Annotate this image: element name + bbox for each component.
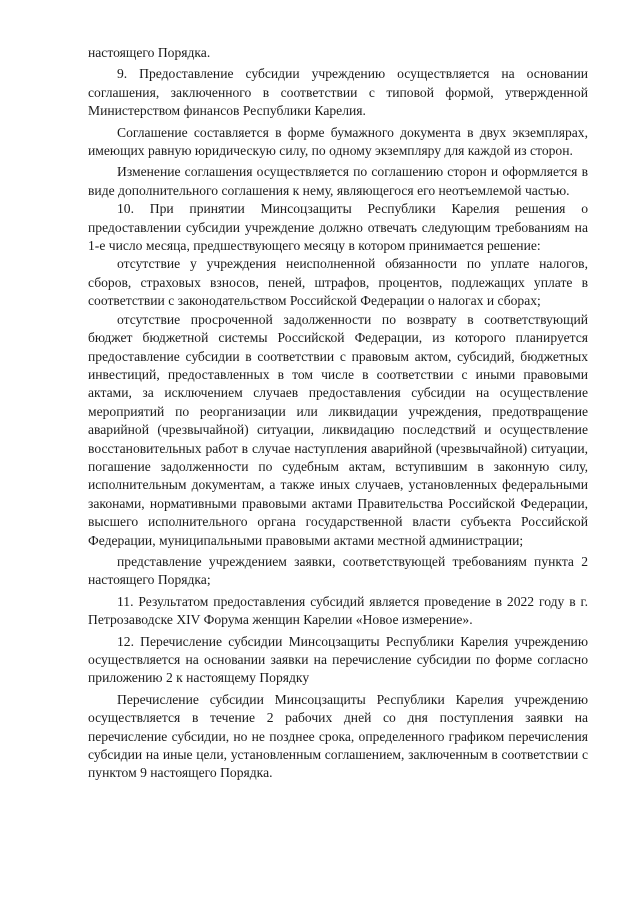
paragraph-agreement-change: Изменение соглашения осуществляется по соглашению сторон и оформляется в виде дополнительного соглашения к нему, являющегося его неотъемлемой частью. (88, 164, 588, 198)
paragraph-continuation: настоящего Порядка. (88, 45, 211, 60)
paragraph-item-10: 10. При принятии Минсоцзащиты Республики Карелия решения о предоставлении субсидии учреждение должно отвечать следующим требованиям на 1-е число месяца, предшествующего месяцу в котором принимается решение: (88, 201, 588, 254)
paragraph-requirement-taxes: отсутствие у учреждения неисполненной обязанности по уплате налогов, сборов, страховых взносов, пеней, штрафов, процентов, подлежащих уплате в соответствии с законодательством Российской Федерации о налогах и сборах; (88, 256, 588, 309)
paragraph-requirement-debt: отсутствие просроченной задолженности по возврату в соответствующий бюджет бюджетной системы Российской Федерации, из которого планируется предоставление субсидии в соответствии с правовым актом, субсидий, бюджетных инвестиций, предоставленных в том числе в соответствии с иными правовыми актами, за исключением случаев предоставления субсидии на осуществление мероприятий по реорганизации или ликвидации учреждения, предотвращение аварийной (чрезвычайной) ситуации, ликвидацию последствий и осуществление восстановительных работ в случае наступления аварийной (чрезвычайной) ситуации, погашение задолженности по судебным актам, вступившим в законную силу, исполнительным документам, а также иных случаев, установленных федеральными законами, нормативными правовыми актами Правительства Российской Федерации, высшего исполнительного органа государственной власти субъекта Российской Федерации, муниципальными правовыми актами местной администрации; (88, 311, 588, 548)
paragraph-requirement-application: представление учреждением заявки, соответствующей требованиям пункта 2 настоящего Порядка; (88, 553, 588, 588)
paragraph-agreement-form: Соглашение составляется в форме бумажного документа в двух экземплярах, имеющих равную юридическую силу, по одному экземпляру для каждой из сторон. (88, 124, 588, 159)
document-body (88, 44, 588, 783)
paragraph-transfer-terms: Перечисление субсидии Минсоцзащиты Республики Карелия учреждению осуществляется в течение 2 рабочих дней со дня поступления заявки на перечисление субсидии, но не позднее срока, определенного графиком перечисления субсидии на иные цели, установленным соглашением, заключенным в соответствии с пунктом 9 настоящего Порядка. (88, 691, 588, 781)
paragraph-item-12: 12. Перечисление субсидии Минсоцзащиты Республики Карелия учреждению осуществляется на основании заявки на перечисление субсидии по форме согласно приложению 2 к настоящему Порядку (88, 633, 588, 686)
paragraph-item-9: 9. Предоставление субсидии учреждению осуществляется на основании соглашения, заключенного в соответствии с типовой формой, утвержденной Министерством финансов Республики Карелия. (88, 66, 588, 119)
paragraph-item-11: 11. Результатом предоставления субсидий является проведение в 2022 году в г. Петрозаводске XIV Форума женщин Карелии «Новое измерение». (88, 593, 588, 628)
